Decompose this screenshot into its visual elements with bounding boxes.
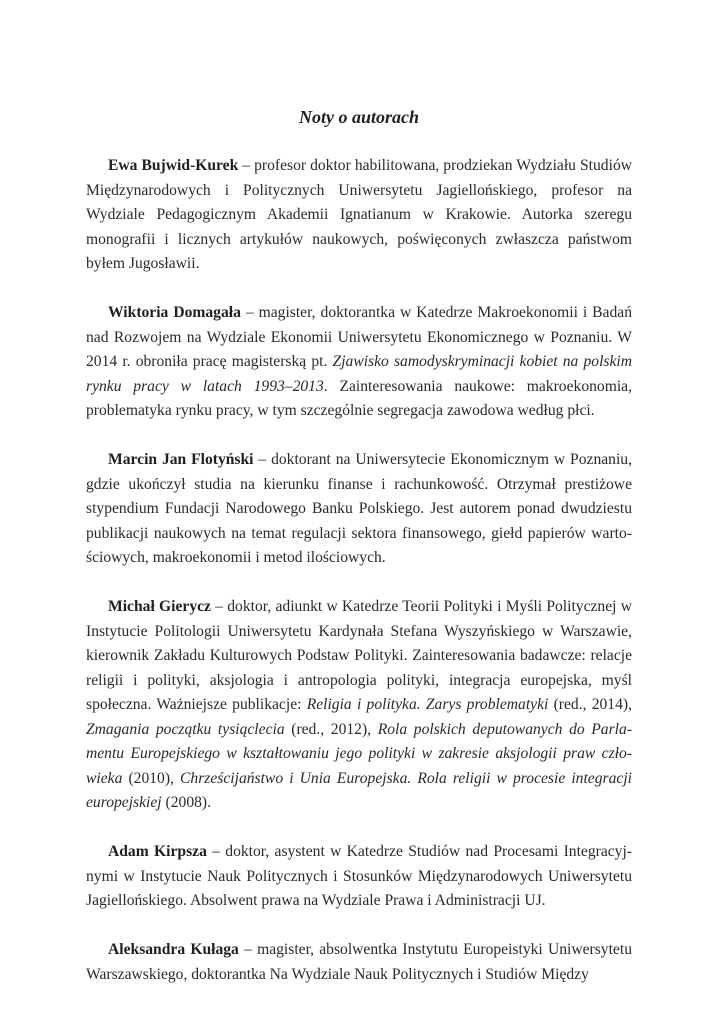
bio-text: (2008). (161, 794, 212, 811)
author-name: Adam Kirpsza (108, 843, 207, 860)
thesis-title: Zjawisko samodyskryminacji kobiet na polskim rynku pracy w latach 1993–2013 (86, 353, 633, 395)
bio-text: – doktorant na Uniwersytecie Ekonomicznym w Poznaniu, gdzie ukończył studia na kierunku finanse i rachunkowość. Otrzymał prestiżowe stypendium Fundacji Narodowego Banku Polskiego. Jest autorem ponad dwudziestu publikacji naukowych na temat regulacji sektora finansowego, giełd papierów wartościowych, makroekonomii i metod ilościowych. (86, 451, 632, 566)
bio-bujwid-kurek (86, 154, 632, 277)
bio-text: (red., 2012), (284, 720, 378, 738)
page (86, 104, 632, 1012)
bio-text: – magister, absolwentka Instytutu Europeistyki Uniwersytetu Warszawskiego, doktorantka Na Wydziale Nauk Politycznych i Studiów Między (86, 941, 632, 983)
bio-text: – doktor, asystent w Katedrze Studiów nad Procesami Integracyjnymi w Instytucie Nauk Politycznych i Stosunków Międzynarodowych Uniwersytetu Jagiellońskiego. Absolwent prawa na Wydziale Prawa i Administracji UJ. (86, 843, 632, 909)
bio-text: – doktor, adiunkt w Katedrze Teorii Polityki i Myśli Politycznej w Instytucie Politologii Uniwersytetu Kardynała Stefana Wyszyńskiego w Warszawie, kierownik Zakładu Kulturowych Podstaw Polityki. Zainteresowania badawcze: relacje religii i polityki, aksjologia i antropologia polityki, integracja europejska, myśl społeczna. Ważniejsze publikacje: (86, 598, 632, 713)
page-title: Noty o autorach (298, 107, 419, 127)
bio-text: (red., 2014), (548, 696, 632, 713)
author-name: Ewa Bujwid-Kurek (108, 157, 239, 174)
publication-title: Zmagania początku tysiąclecia (86, 720, 285, 738)
author-name: Aleksandra Kułaga (108, 941, 239, 958)
bio-text: – profesor doktor habilitowana, prodziekan Wydziału Studiów Międzynarodowych i Politycznych Uniwersytetu Jagiellońskiego, profesor na Wydziale Pedagogicznym Akademii Ignatianum w Krakowie. Autorka szeregu monografii i licznych artykułów naukowych, poświęconych zwłaszcza państwom byłem Jugosławii. (86, 157, 632, 272)
bio-text: (2010), (122, 769, 181, 787)
author-name: Wiktoria Domagała (108, 304, 241, 321)
bio-gierycz (86, 595, 632, 816)
bio-domagala (86, 301, 632, 424)
author-name: Michał Gierycz (108, 598, 211, 615)
publication-title: Religia i polityka. Zarys problematyki (306, 696, 549, 713)
bio-text: . Zainteresowania naukowe: makroekonomia, problematyka rynku pracy, w tym szczególnie segregacja zawodowa według płci. (86, 377, 632, 419)
bio-kirpsza (86, 840, 632, 914)
bio-flotynski (86, 448, 632, 571)
bio-kulaga (86, 938, 632, 987)
author-name: Marcin Jan Flotyński (108, 451, 254, 468)
bio-text: – magister, doktorantka w Katedrze Makroekonomii i Badań nad Rozwojem na Wydziale Ekonomii Uniwersytetu Ekonomicznego w Poznaniu. W 2014 r. obroniła pracę magisterską pt. (86, 304, 632, 370)
publication-title: Chrześcijaństwo i Unia Europejska. Rola religii w procesie integracji europejskiej (86, 769, 632, 811)
publication-title: Rola polskich deputowanych do Parlamentu Europejskiego w kształtowaniu jego polityki w zakresie aksjologii praw człowieka (86, 720, 633, 787)
